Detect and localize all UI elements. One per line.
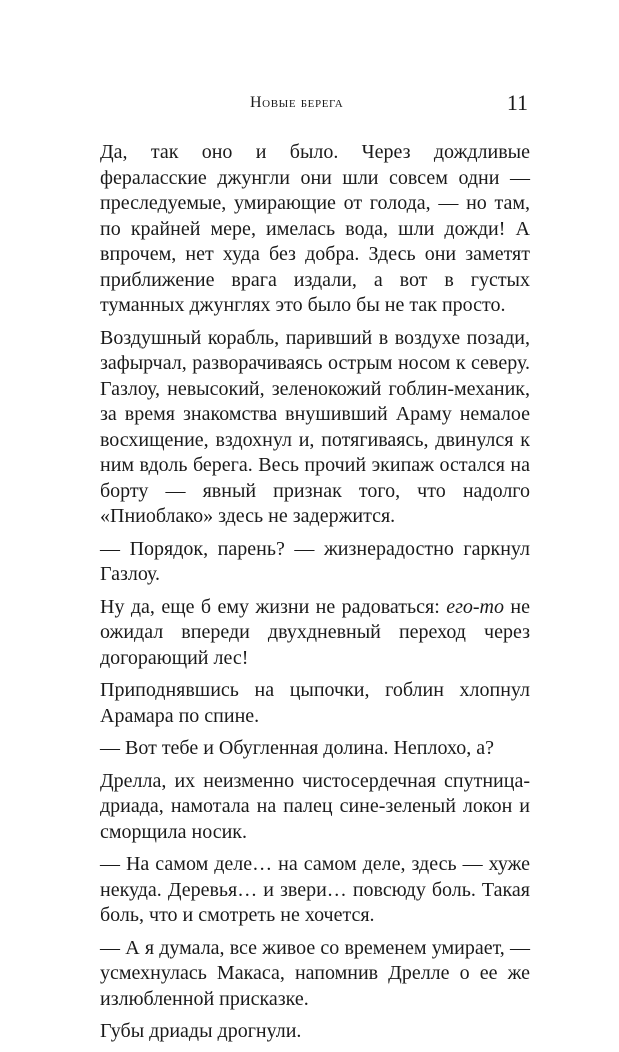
paragraph-4-emphasis: его-то xyxy=(446,595,504,618)
paragraph-4 xyxy=(100,595,530,672)
paragraph-7: Дрелла, их неизменно чистосердечная спутница-дриада, намотала на палец сине-зеленый локон и сморщила носик. xyxy=(100,769,530,843)
paragraph-2: Воздушный корабль, паривший в воздухе позади, зафырчал, разворачиваясь острым носом к северу. Газлоу, невысокий, зеленокожий гоблин-механик, за время знакомства внушивший Араму немалое восхищение, вздохнул и, потягиваясь, двинулся к ним вдоль берега. Весь прочий экипаж остался на борту — явный признак того, что надолго «Пниоблако» здесь не задержится. xyxy=(100,326,530,527)
paragraph-3: — Порядок, парень? — жизнерадостно гаркнул Газлоу. xyxy=(100,537,530,585)
paragraph-1: Да, так оно и было. Через дождливые фераласские джунгли они шли совсем одни — преследуемые, умирающие от голода, — но там, по крайней мере, имелась вода, шли дожди! А впрочем, нет худа без добра. Здесь они заметят приближение врага издали, а вот в густых туманных джунглях это было бы не так просто. xyxy=(100,141,530,316)
paragraph-4-tail: не ожидал впереди двухдневный переход через догорающий лес! xyxy=(100,595,530,669)
paragraph-10: Губы дриады дрогнули. xyxy=(100,1020,302,1042)
paragraph-9: — А я думала, все живое со временем умирает, — усмехнулась Макаса, напомнив Дрелле о ее же излюбленной присказке. xyxy=(100,936,530,1010)
running-head xyxy=(100,92,530,116)
running-title: Новые берега xyxy=(250,94,344,111)
page-number: 11 xyxy=(506,90,528,115)
paragraph-5: Приподнявшись на цыпочки, гоблин хлопнул Арамара по спине. xyxy=(100,679,530,727)
paragraph-4-lead: Ну да, еще б ему жизни не радоваться: xyxy=(100,595,447,618)
paragraph-6: — Вот тебе и Обугленная долина. Неплохо, а? xyxy=(100,737,494,759)
paragraph-8: — На самом деле… на самом деле, здесь — хуже некуда. Деревья… и звери… повсюду боль. Такая боль, что и смотреть не хочется. xyxy=(100,853,530,926)
body-text xyxy=(100,140,530,1052)
